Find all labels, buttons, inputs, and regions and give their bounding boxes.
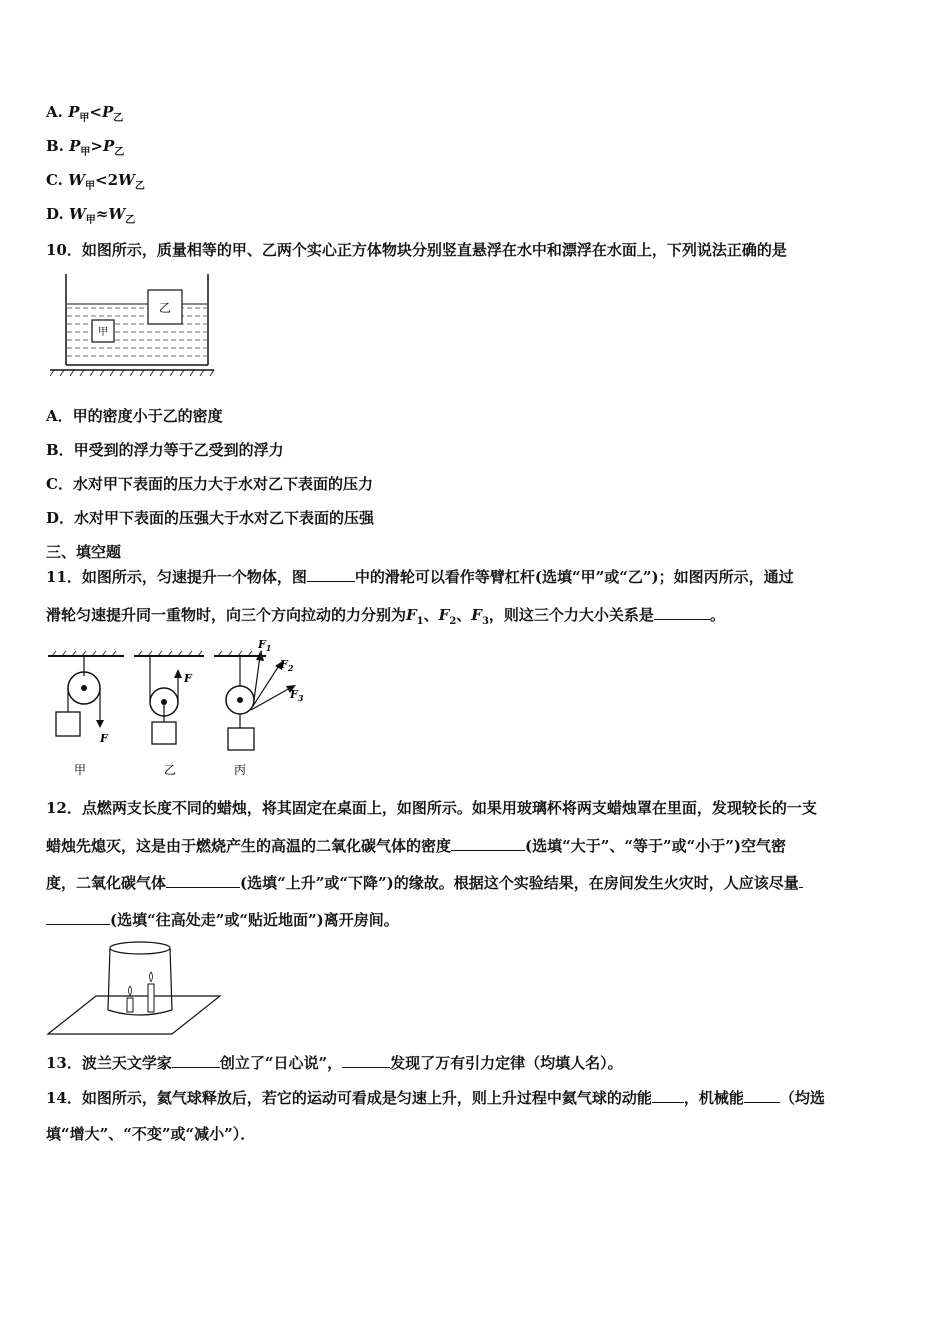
q12-blank-2 — [166, 873, 240, 888]
q12-blank-1 — [451, 836, 525, 851]
q11-line1: 11．如图所示，匀速提升一个物体，图 中的滑轮可以看作等臂杠杆(选填“甲”或“乙”)；如图丙所示，通过 — [46, 568, 794, 586]
q13-blank-2 — [342, 1053, 390, 1068]
label-jia: 甲 — [98, 327, 108, 338]
label-jia: 甲 — [74, 763, 87, 777]
q10-option-d: D．水对甲下表面的压强大于水对乙下表面的压强 — [46, 509, 375, 527]
label-F-jia: F — [100, 732, 108, 745]
q10-option-c: C．水对甲下表面的压力大于水对乙下表面的压力 — [46, 475, 373, 493]
q13-blank-1 — [172, 1053, 220, 1068]
label-F3: $F_3$ — [290, 688, 304, 703]
q14-line1: 14．如图所示，氦气球释放后，若它的运动可看成是匀速上升，则上升过程中氦气球的动能 ，机械能 （均选 — [46, 1089, 825, 1107]
q14-blank-2 — [744, 1088, 780, 1103]
q9-option-d: D. $W_甲\approx W_乙$ — [46, 205, 136, 226]
q12-line2: 蜡烛先熄灭，这是由于燃烧产生的高温的二氧化碳气体的密度 (选填“大于”、“等于”或“小于”)空气密 — [46, 837, 786, 855]
q12-line4: (选填“往高处走”或“贴近地面”)离开房间。 — [46, 910, 399, 930]
q12-line1: 12．点燃两支长度不同的蜡烛，将其固定在桌面上，如图所示。如果用玻璃杯将两支蜡烛罩在里面，发现较长的一支 — [46, 799, 817, 817]
label-F1: $F_1$ — [258, 638, 272, 653]
q14-line2: 填“增大”、“不变”或“减小”）． — [46, 1125, 256, 1143]
label-yi: 乙 — [164, 763, 177, 777]
q10-stem: 10．如图所示，质量相等的甲、乙两个实心正方体物块分别竖直悬浮在水中和漂浮在水面上，下列说法正确的是 — [46, 241, 787, 259]
q9-option-b: B. $P_甲>P_乙$ — [46, 137, 125, 158]
label-bing: 丙 — [234, 763, 247, 777]
q11-pulley-figure — [44, 636, 324, 782]
label-F2: $F_2$ — [280, 658, 294, 673]
q12-line3: 度，二氧化碳气体 (选填“上升”或“下降”)的缘故。根据这个实验结果，在房间发生火灾时，人应该尽量 — [46, 873, 803, 893]
q10-water-figure — [48, 270, 218, 380]
label-F-yi: F — [184, 672, 192, 685]
q10-option-b: B．甲受到的浮力等于乙受到的浮力 — [46, 441, 284, 459]
q9-option-a: A. $P_甲<P_乙$ — [46, 103, 124, 124]
q9-option-c: C. $W_甲<2W_乙$ — [46, 171, 145, 192]
q13-line: 13．波兰天文学家 创立了“日心说”， 发现了万有引力定律（均填人名）。 — [46, 1054, 623, 1072]
q14-blank-1 — [652, 1088, 684, 1103]
q11-line2: 滑轮匀速提升同一重物时，向三个方向拉动的力分别为$F_1$、$F_2$、$F_3$，则这三个力大小关系是 。 — [46, 606, 725, 627]
section-heading: 三、填空题 — [46, 543, 122, 561]
label-yi: 乙 — [158, 301, 172, 315]
q12-candle-figure — [46, 938, 222, 1038]
q11-blank-2 — [654, 605, 710, 620]
q10-option-a: A．甲的密度小于乙的密度 — [46, 407, 223, 425]
q12-blank-3 — [46, 910, 110, 925]
q11-blank-1 — [307, 567, 355, 582]
